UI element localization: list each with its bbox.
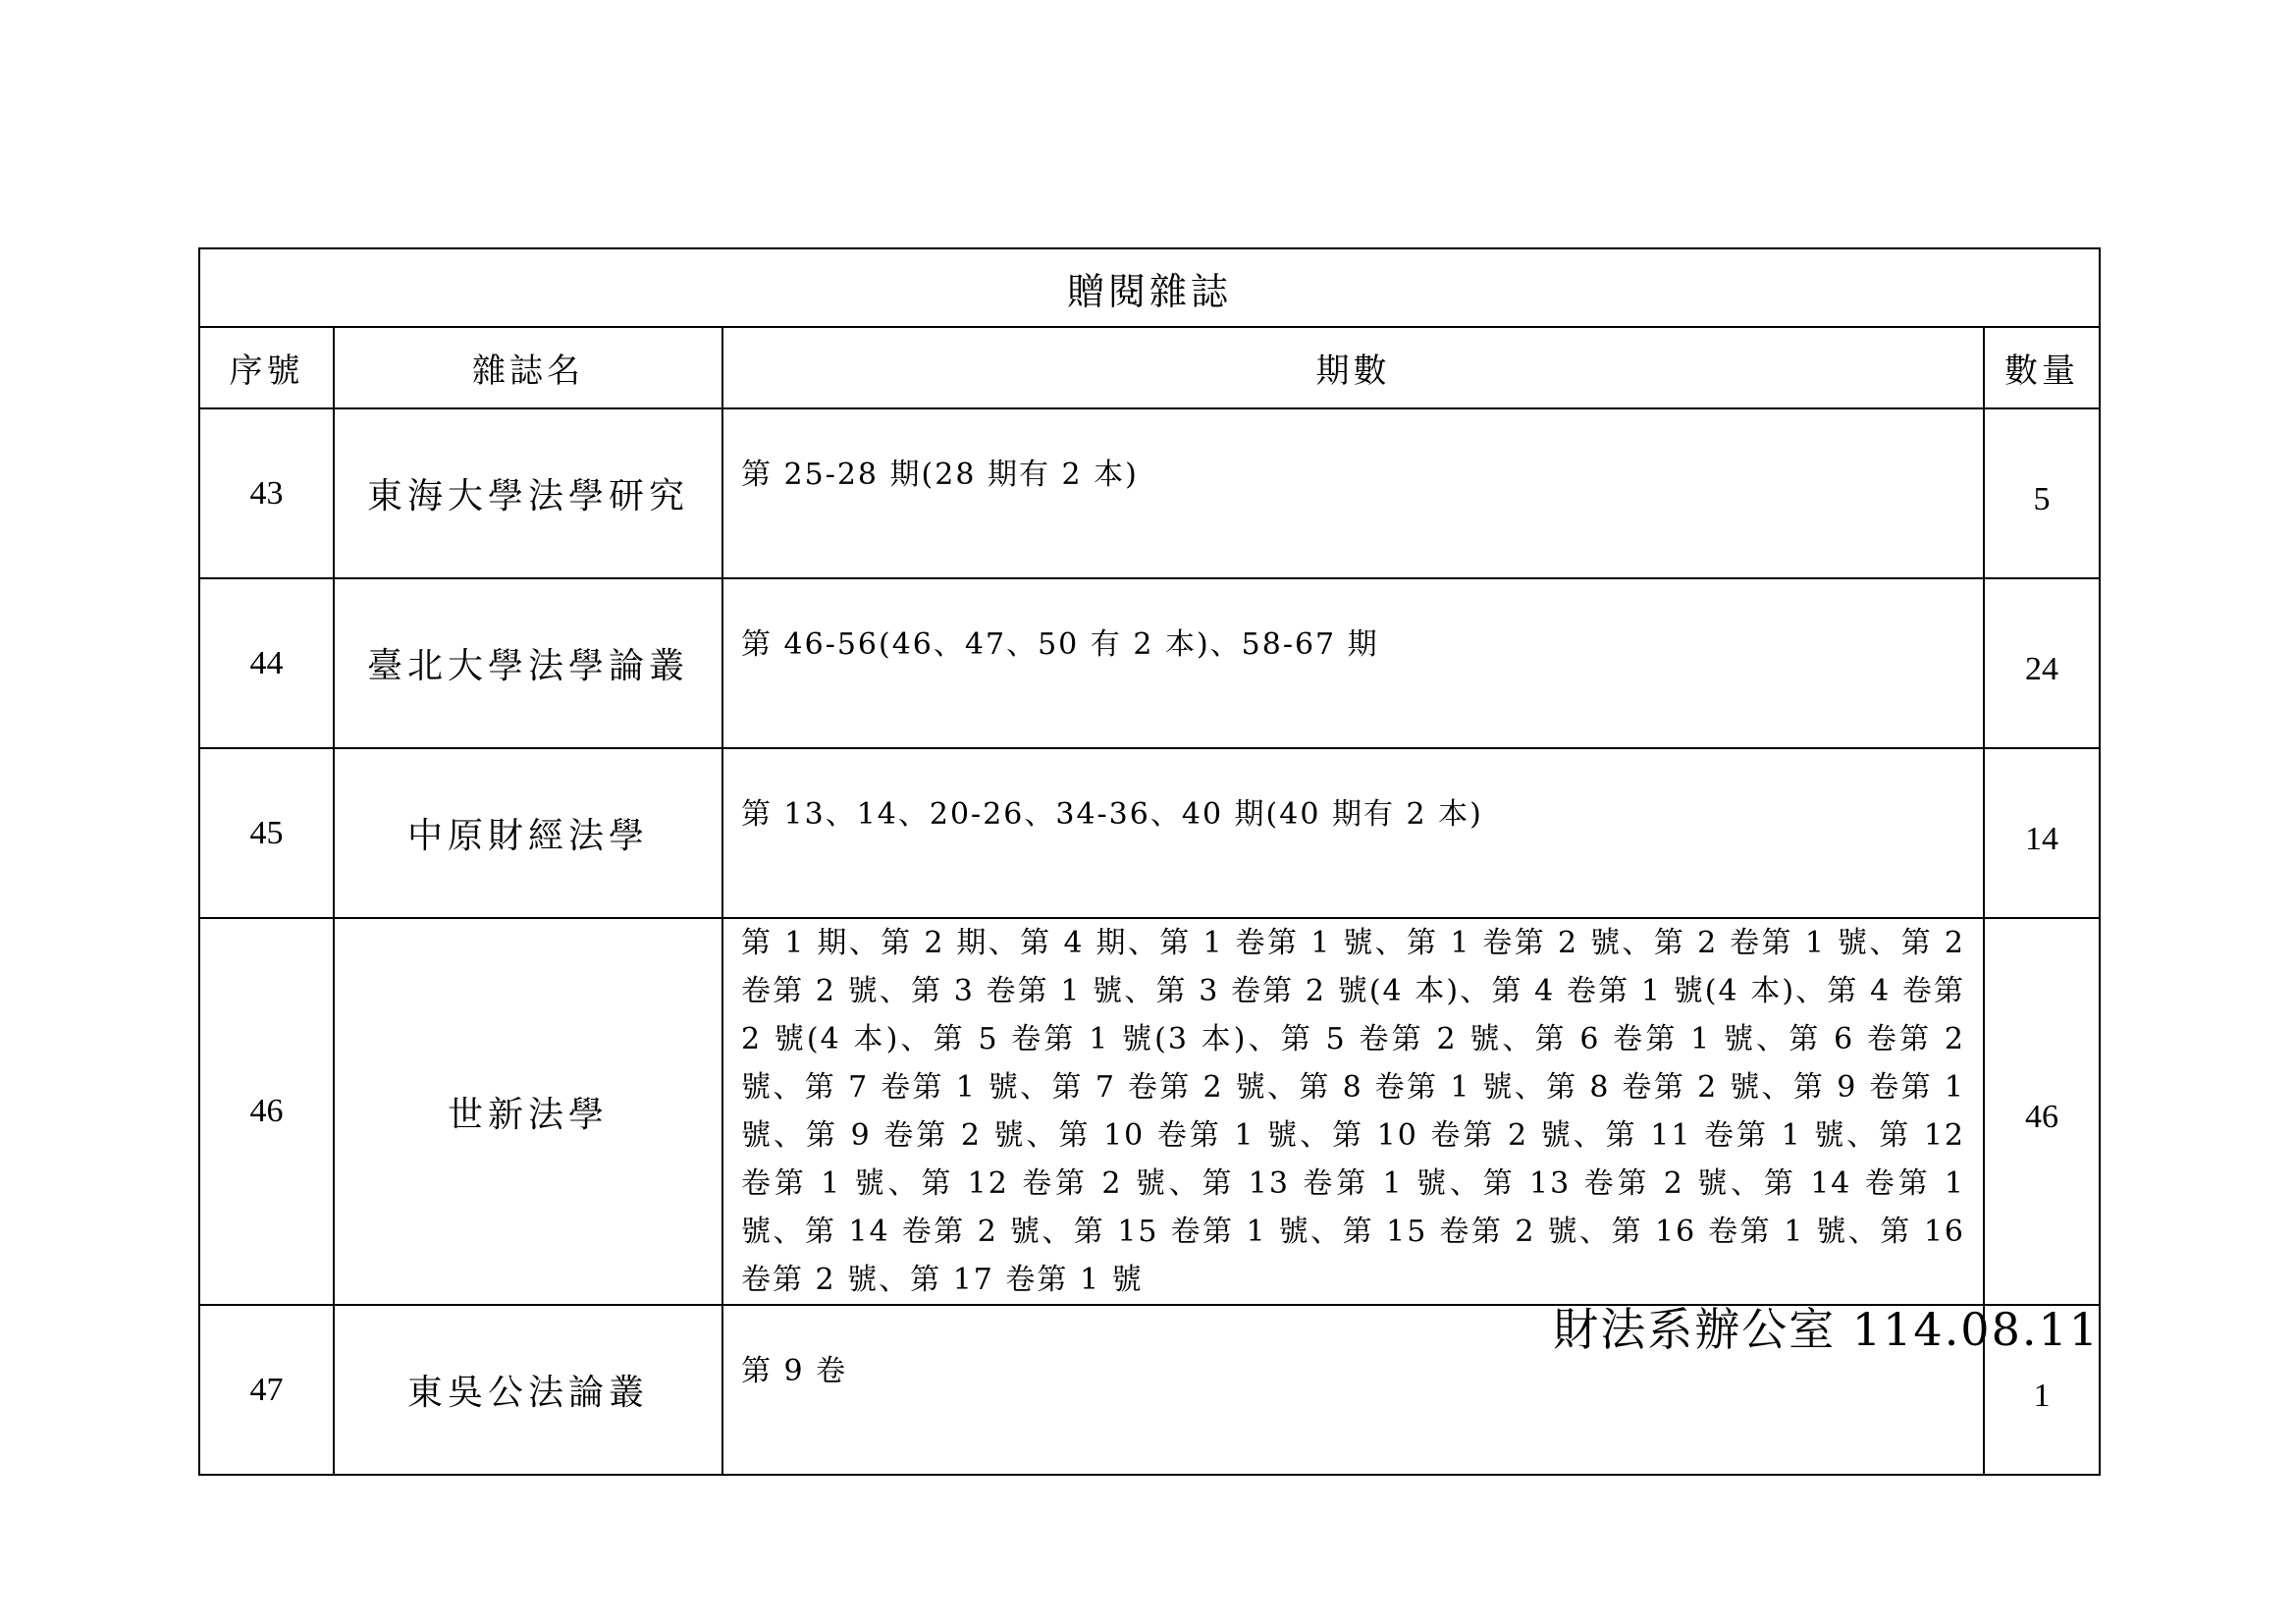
row-name: 世新法學 — [334, 918, 722, 1305]
row-issues: 第 25-28 期(28 期有 2 本) — [722, 408, 1984, 578]
table-title: 贈閱雜誌 — [199, 248, 2100, 327]
row-no: 45 — [199, 748, 334, 918]
row-name: 東吳公法論叢 — [334, 1305, 722, 1475]
header-qty: 數量 — [1984, 327, 2100, 408]
table-header-row — [199, 327, 2100, 408]
row-name: 臺北大學法學論叢 — [334, 578, 722, 748]
footer-office-date: 財法系辦公室 114.08.11 — [1553, 1303, 2100, 1356]
table-row — [199, 578, 2100, 748]
table-row — [199, 748, 2100, 918]
header-issues: 期數 — [722, 327, 1984, 408]
row-name: 東海大學法學研究 — [334, 408, 722, 578]
row-no: 43 — [199, 408, 334, 578]
row-issues: 第 46-56(46、47、50 有 2 本)、58-67 期 — [722, 578, 1984, 748]
header-name: 雜誌名 — [334, 327, 722, 408]
row-qty: 24 — [1984, 578, 2100, 748]
table-row — [199, 918, 2100, 1305]
magazine-table — [198, 247, 2101, 1476]
row-no: 47 — [199, 1305, 334, 1475]
row-qty: 1 — [1984, 1305, 2100, 1475]
row-no: 44 — [199, 578, 334, 748]
header-no: 序號 — [199, 327, 334, 408]
row-no: 46 — [199, 918, 334, 1305]
row-issues: 第 1 期、第 2 期、第 4 期、第 1 卷第 1 號、第 1 卷第 2 號、第 2 卷第 1 號、第 2 卷第 2 號、第 3 卷第 1 號、第 3 卷第 2 號(4 本)、第 4 卷第 1 號(4 本)、第 4 卷第 2 號(4 本)、第 5 卷第 1 號(3 本)、第 5 卷第 2 號、第 6 卷第 1 號、第 6 卷第 2 號、第 7 卷第 1 號、第 7 卷第 2 號、第 8 卷第 1 號、第 8 卷第 2 號、第 9 卷第 1 號、第 9 卷第 2 號、第 10 卷第 1 號、第 10 卷第 2 號、第 11 卷第 1 號、第 12 卷第 1 號、第 12 卷第 2 號、第 13 卷第 1 號、第 13 卷第 2 號、第 14 卷第 1 號、第 14 卷第 2 號、第 15 卷第 1 號、第 15 卷第 2 號、第 16 卷第 1 號、第 16 卷第 2 號、第 17 卷第 1 號 — [722, 918, 1984, 1305]
row-qty: 46 — [1984, 918, 2100, 1305]
table-row — [199, 408, 2100, 578]
row-issues: 第 9 卷 — [722, 1305, 1984, 1475]
row-qty: 5 — [1984, 408, 2100, 578]
row-name: 中原財經法學 — [334, 748, 722, 918]
row-qty: 14 — [1984, 748, 2100, 918]
row-issues: 第 13、14、20-26、34-36、40 期(40 期有 2 本) — [722, 748, 1984, 918]
table-title-row — [199, 248, 2100, 327]
